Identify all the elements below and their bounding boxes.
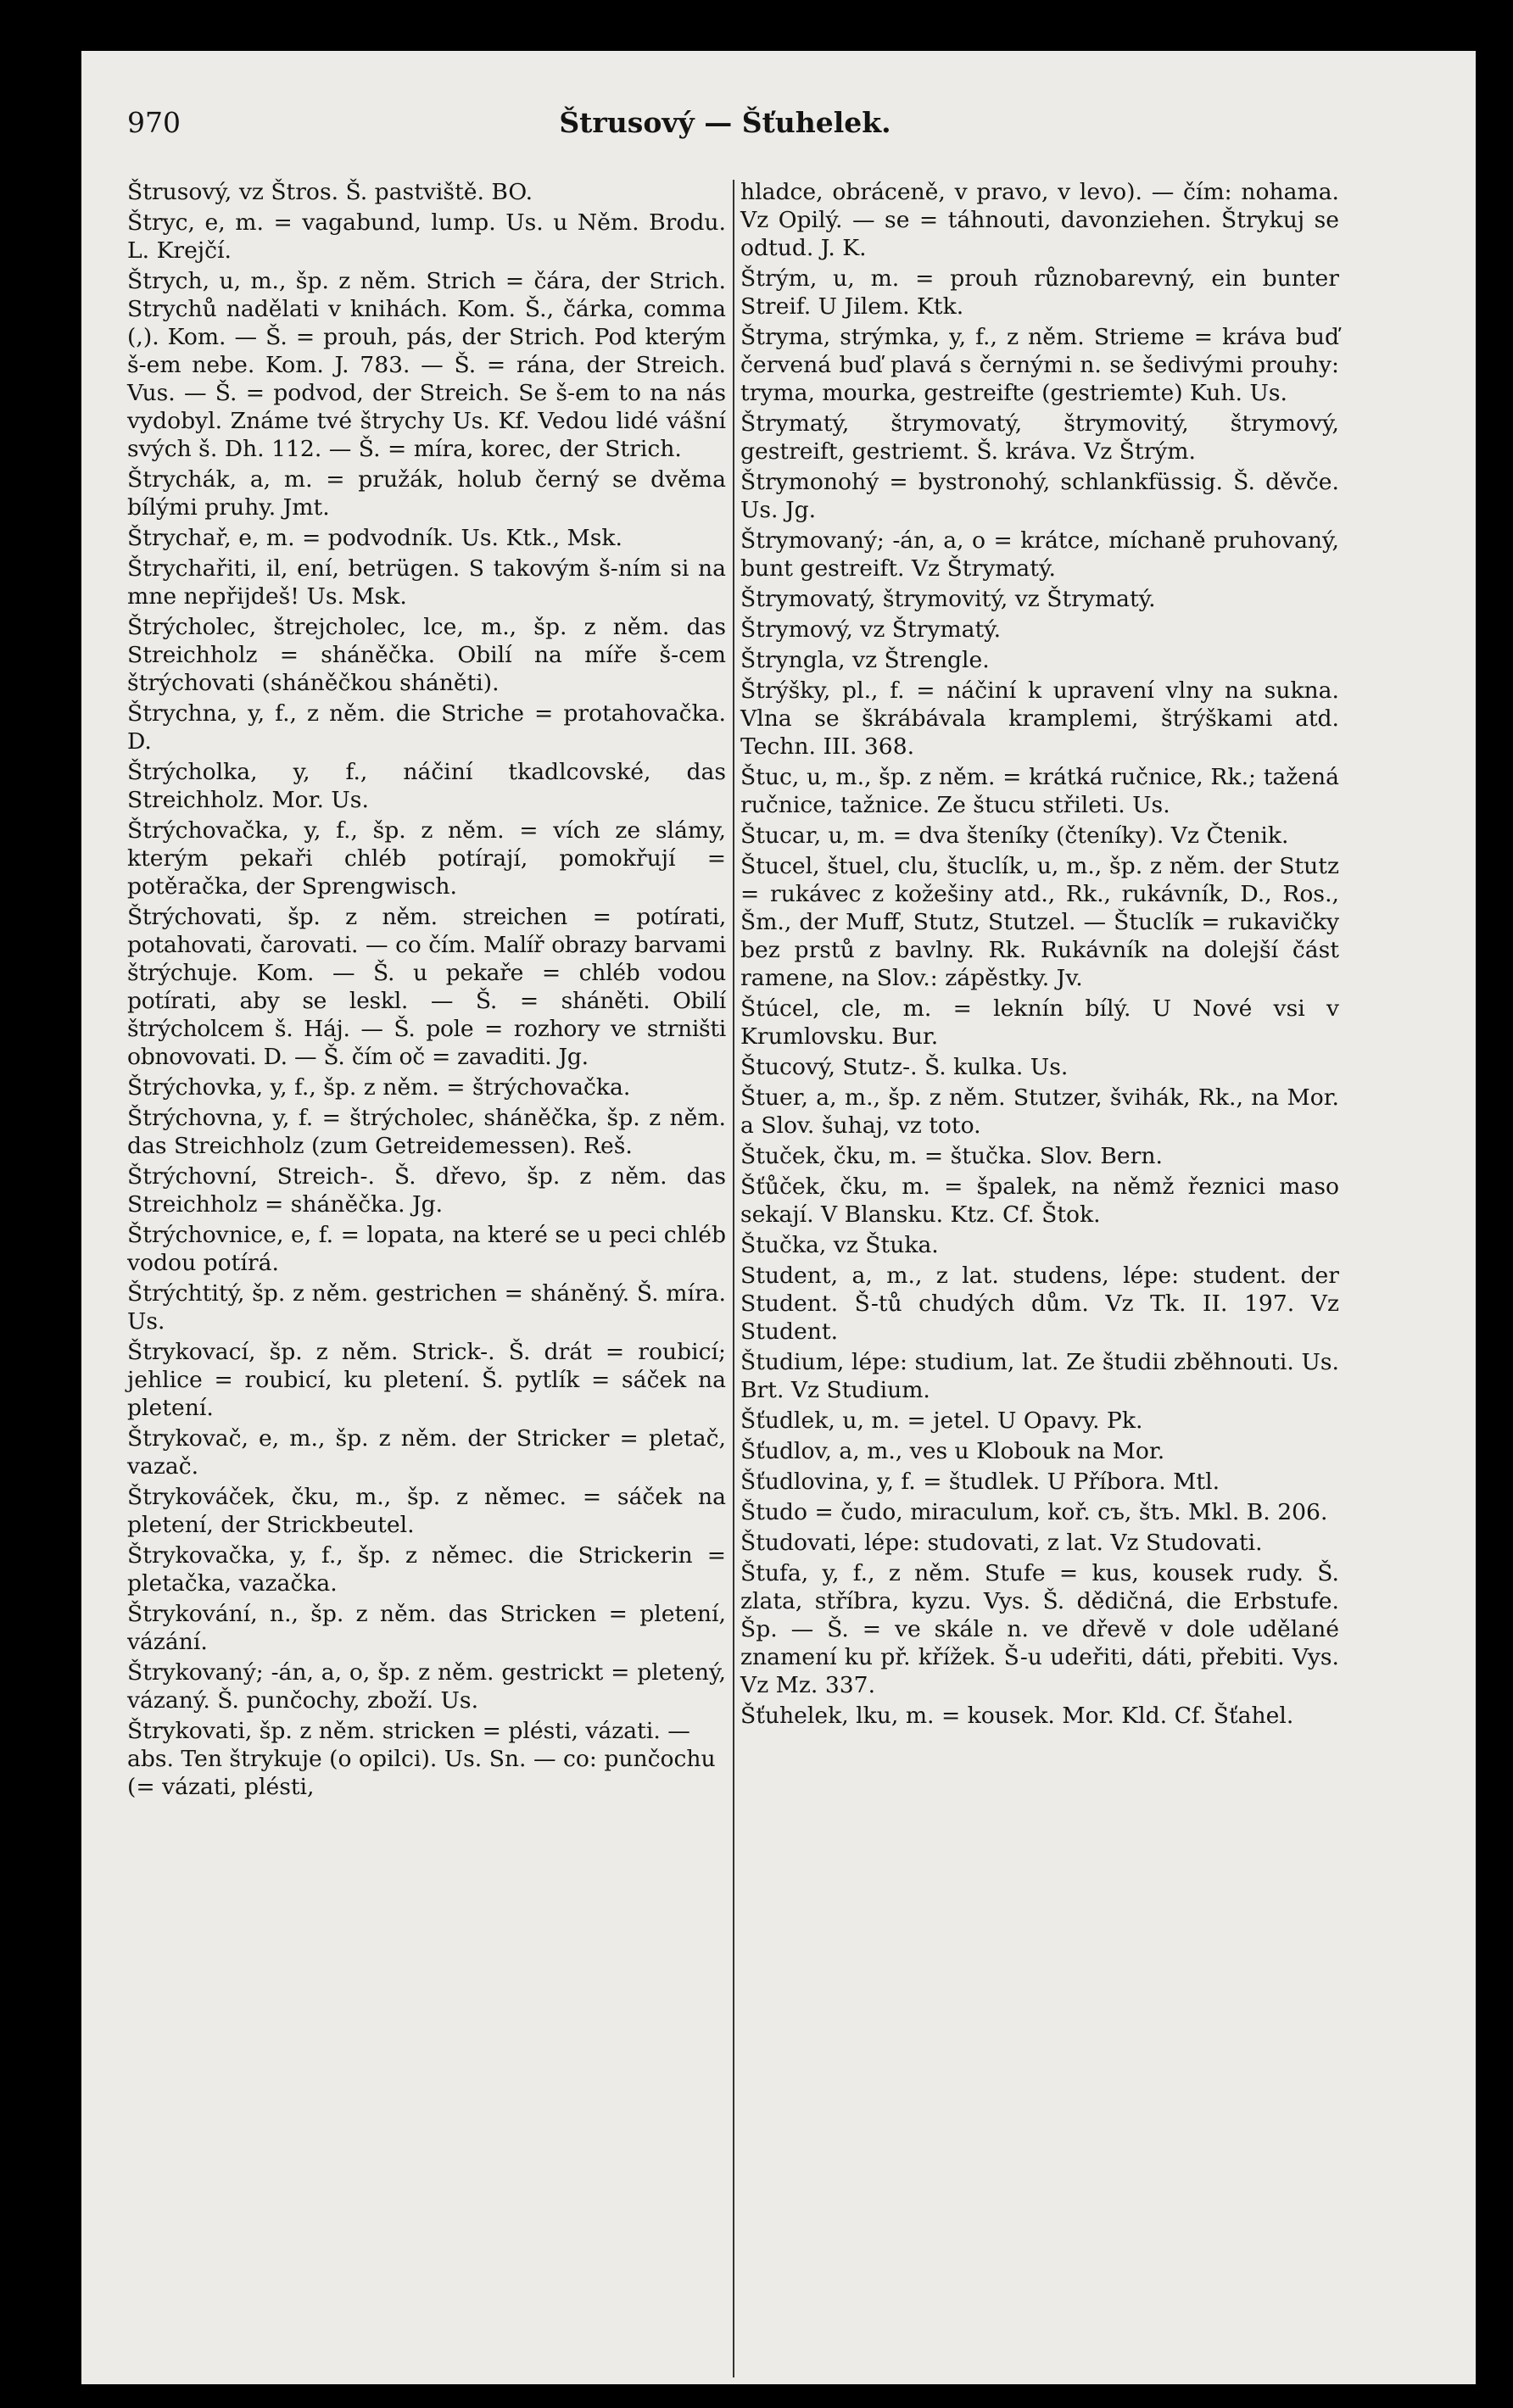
entry-strychak: Štrychák, a, m. = pružák, holub černý se dvěma bílými pruhy. Jmt. [127,466,726,521]
entry-student: Student, a, m., z lat. studens, lépe: student. der Student. Š-tů chudých dům. Vz Tk. II. 197. Vz Student. [740,1263,1339,1345]
entry-stufa: Štufa, y, f., z něm. Stufe = kus, kousek rudy. Š. zlata, stříbra, kyzu. Vys. Š. dědičná, die Erbstufe. Šp. — Š. = ve skále n. ve dřevě v dole udělané znamení ku př. křížek. Š-u udeřiti, dáti, přebiti. Vys. Vz Mz. 337. [740,1560,1339,1698]
entry-strykovany: Štrykovaný; -án, a, o, šp. z něm. gestrickt = pletený, vázaný. Š. punčochy, zboží. Us. [127,1659,726,1714]
entry-strykovati: Štrykovati, šp. z něm. stricken = plésti, vázati. — abs. Ten štrykuje (o opilci). Us. Sn. — co: punčochu (= vázati, plésti, [127,1718,716,1800]
entry-strymovy: Štrymový, vz Štrymatý. [740,616,1002,643]
entry-strychna: Štrychna, y, f., z něm. die Striche = protahovačka. D. [127,700,726,755]
entry-strychovka: Štrýchovka, y, f., šp. z něm. = štrýchovačka. [127,1074,631,1101]
entry-studovati: Študovati, lépe: studovati, z lat. Vz Studovati. [740,1530,1263,1556]
entry-strychovna: Štrýchovna, y, f. = štrýcholec, sháněčka, šp. z něm. das Streichholz (zum Getreidemessen). Reš. [127,1105,726,1159]
entry-strycholka: Štrýcholka, y, f., náčiní tkadlcovské, das Streichholz. Mor. Us. [127,759,726,813]
entry-studlek: Šťudlek, u, m. = jetel. U Opavy. Pk. [740,1407,1143,1434]
entry-stucek: Štuček, čku, m. = štučka. Slov. Bern. [740,1143,1163,1169]
entry-stucel: Štucel, štuel, clu, štuclík, u, m., šp. z něm. der Stutz = rukávec z kožešiny atd., Rk., rukávník, D., Ros., Šm., der Muff, Stutz, Stutzel. — Štuclík = rukavičky bez prstů z bavlny. Rk. Rukávník na dolejší část ramene, na Slov.: zápěstky. Jv. [740,853,1339,991]
entry-stuc: Štuc, u, m., šp. z něm. = krátká ručnice, Rk.; tažená ručnice, tažnice. Ze štucu střileti. Us. [740,764,1339,818]
entry-stuer: Štuer, a, m., šp. z něm. Stutzer, švihák, Rk., na Mor. a Slov. šuhaj, vz toto. [740,1084,1339,1139]
entry-studium: Študium, lépe: studium, lat. Ze študii zběhnouti. Us. Brt. Vz Studium. [740,1349,1339,1403]
entry-strykovaci: Štrykovací, šp. z něm. Strick-. Š. drát = roubicí; jehlice = roubicí, ku pletení. Š. pytlík = sáček na pletení. [127,1339,726,1421]
entry-strusovy: Štrusový, vz Štros. Š. pastviště. BO. [127,179,533,205]
right-column [740,178,1339,1732]
entry-strychovacka: Štrýchovačka, y, f., šp. z něm. = vích ze slámy, kterým pekaři chléb potírají, pomokřují = potěračka, der Sprengwisch. [127,817,726,900]
entry-strykovac: Štrykovač, e, m., šp. z něm. der Stricker = pletač, vazač. [127,1425,726,1480]
entry-strykovacka: Štrykovačka, y, f., šp. z němec. die Strickerin = pletačka, vazačka. [127,1542,726,1597]
entry-strycholec: Štrýcholec, štrejcholec, lce, m., šp. z něm. das Streichholz = sháněčka. Obilí na míře š-cem štrýchovati (sháněčkou sháněti). [127,614,726,696]
entry-strychtity: Štrýchtitý, šp. z něm. gestrichen = sháněný. Š. míra. Us. [127,1280,726,1335]
entry-stucar: Štucar, u, m. = dva šteníky (čteníky). Vz Čtenik. [740,822,1289,849]
page-number: 970 [127,106,181,139]
entry-strymovaty: Štrymovatý, štrymovitý, vz Štrymatý. [740,586,1156,612]
entry-strychovati: Štrýchovati, šp. z něm. streichen = potírati, potahovati, čarovati. — co čím. Malíř obrazy barvami štrýchuje. Kom. — Š. u pekaře = chléb vodou potírati, aby se leskl. — Š. = sháněti. Obilí štrýcholcem š. Háj. — Š. pole = rozhory ve strništi obnovovati. D. — Š. čím oč = zavaditi. Jg. [127,904,726,1070]
entry-strymaty: Štrymatý, štrymovatý, štrymovitý, štrymový, gestreift, gestriemt. Š. kráva. Vz Štrým. [740,410,1339,465]
running-head: Štrusový — Šťuhelek. [559,106,891,139]
entry-stucek-2: Šťůček, čku, m. = špalek, na němž řeznici maso sekají. V Blansku. Ktz. Cf. Štok. [740,1173,1339,1228]
entry-strykovati-continued: hladce, obráceně, v pravo, v levo). — čím: nohama. Vz Opilý. — se = táhnouti, davonziehen. Štrykuj se odtud. J. K. [740,179,1339,261]
entry-strychovnice: Štrýchovnice, e, f. = lopata, na které se u peci chléb vodou potírá. [127,1222,726,1276]
page-header [127,102,1323,144]
entry-stryma: Štryma, strýmka, y, f., z něm. Strieme = kráva buď červená buď plavá s černými n. se šedivými prouhy: tryma, mourka, gestreifte (gestriemte) Kuh. Us. [740,324,1339,406]
entry-stryc: Štryc, e, m. = vagabund, lump. Us. u Něm. Brodu. L. Krejčí. [127,209,726,264]
entry-stryngla: Štryngla, vz Štrengle. [740,647,990,673]
entry-strychar: Štrychař, e, m. = podvodník. Us. Ktk., Msk. [127,525,623,551]
entry-strykovani: Štrykování, n., šp. z něm. das Stricken = pletení, vázání. [127,1601,726,1655]
column-rule [733,180,734,2377]
entry-stucka: Štučka, vz Štuka. [740,1232,939,1258]
entry-stryšky: Štrýšky, pl., f. = náčiní k upravení vlny na sukna. Vlna se škrábávala kramplemi, štrýškami atd. Techn. III. 368. [740,677,1339,760]
entry-strychovni: Štrýchovní, Streich-. Š. dřevo, šp. z něm. das Streichholz = sháněčka. Jg. [127,1163,726,1218]
entry-stucel-2: Štúcel, cle, m. = leknín bílý. U Nové vsi v Krumlovsku. Bur. [740,995,1339,1050]
entry-strymonohy: Štrymonohý = bystronohý, schlankfüssig. Š. děvče. Us. Jg. [740,469,1339,523]
entry-studlov: Šťudlov, a, m., ves u Klobouk na Mor. [740,1438,1165,1464]
entry-strymovany: Štrymovaný; -án, a, o = krátce, míchaně pruhovaný, bunt gestreift. Vz Štrymatý. [740,527,1339,582]
left-column [127,178,726,1803]
entry-strym: Štrým, u, m. = prouh různobarevný, ein bunter Streif. U Jilem. Ktk. [740,265,1339,320]
entry-studo: Študo = čudo, miraculum, koř. съ, štъ. Mkl. B. 206. [740,1499,1328,1525]
entry-strych: Štrych, u, m., šp. z něm. Strich = čára, der Strich. Strychů nadělati v knihách. Kom. Š., čárka, comma (,). Kom. — Š. = prouh, pás, der Strich. Pod kterým š-em nebe. Kom. J. 783. — Š. = rána, der Streich. Vus. — Š. = podvod, der Streich. Se š-em to na nás vydobyl. Známe tvé štrychy Us. Kf. Vedou lidé vášní svých š. Dh. 112. — Š. = míra, korec, der Strich. [127,268,726,462]
entry-strykovacek: Štrykováček, čku, m., šp. z němec. = sáček na pletení, der Strickbeutel. [127,1484,726,1538]
entry-strychariti: Štrychařiti, il, ení, betrügen. S takovým š-ním si na mne nepřijdeš! Us. Msk. [127,555,726,610]
entry-stuhelek: Šťuhelek, lku, m. = kousek. Mor. Kld. Cf. Šťahel. [740,1703,1294,1729]
entry-studlovina: Šťudlovina, y, f. = študlek. U Příbora. Mtl. [740,1469,1220,1495]
entry-stucovy: Štucový, Stutz-. Š. kulka. Us. [740,1054,1069,1080]
